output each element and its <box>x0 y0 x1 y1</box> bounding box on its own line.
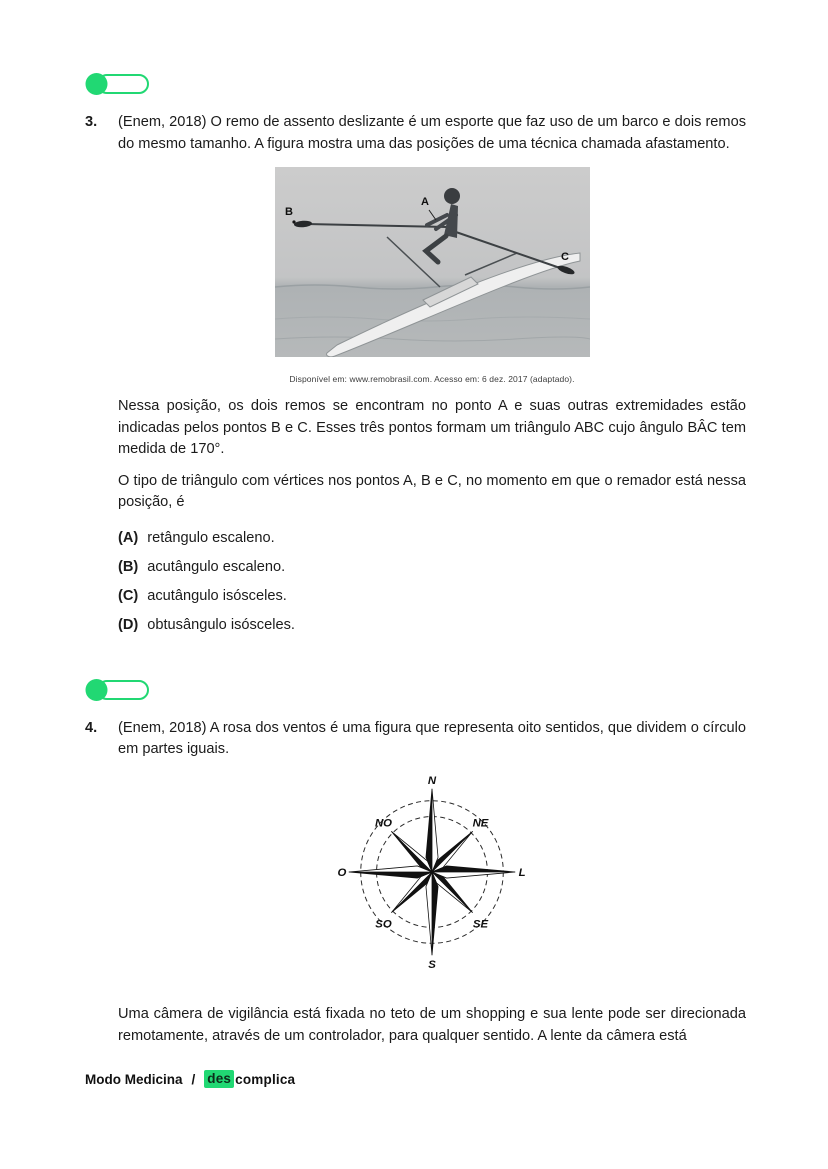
question-paragraph: Uma câmera de vigilância está fixada no teto de um shopping e sua lente pode ser direcionada remotamente, através de um controlador, para qualquer sentido. A lente da câmera está <box>118 1006 746 1044</box>
options-list <box>118 528 746 637</box>
logo-complica-text: complica <box>235 1071 296 1087</box>
option-letter: (C) <box>118 587 139 604</box>
footer-separator: / <box>191 1071 196 1087</box>
toggle-switch-icon <box>85 678 153 702</box>
figure-caption: Disponível em: www.remobrasil.com. Acesso em: 6 dez. 2017 (adaptado). <box>289 373 575 384</box>
option-letter: (B) <box>118 558 139 575</box>
compass-rose-image <box>332 773 532 971</box>
option-letter: (D) <box>118 616 139 633</box>
option-b <box>118 557 746 579</box>
compass-label-s: S <box>428 958 436 971</box>
compass-label-o: O <box>337 866 347 879</box>
question-number: 4. <box>85 719 98 736</box>
option-d <box>118 615 746 637</box>
question-3 <box>85 112 746 644</box>
question-number: 3. <box>85 114 98 130</box>
option-c <box>118 586 746 608</box>
rowing-boat-image <box>275 167 590 357</box>
question-statement: (Enem, 2018) O remo de assento deslizante é um esporte que faz uso de um barco e dois remos do mesmo tamanho. A figura mostra uma das posições de uma técnica chamada afastamento. <box>118 114 746 152</box>
logo-des-badge: des <box>204 1070 234 1088</box>
compass-label-no: NO <box>374 816 393 829</box>
option-letter: (A) <box>118 529 139 546</box>
question-paragraph: O tipo de triângulo com vértices nos pontos A, B e C, no momento em que o remador está nessa posição, é <box>118 472 746 510</box>
descomplica-logo <box>204 1070 295 1088</box>
page-footer <box>85 1070 295 1088</box>
point-label-a: A <box>420 196 429 208</box>
compass-label-ne: NE <box>472 816 489 829</box>
compass-label-l: L <box>518 866 526 879</box>
option-text: retângulo escaleno. <box>147 529 275 546</box>
footer-brand: Modo Medicina <box>85 1071 183 1087</box>
rower-figure <box>444 188 460 204</box>
compass-label-se: SE <box>472 917 489 930</box>
answer-toggle-q4[interactable] <box>85 678 746 702</box>
compass-label-n: N <box>427 774 437 787</box>
question-4 <box>85 718 746 1058</box>
rowing-figure <box>275 167 590 390</box>
option-text: obtusângulo isósceles. <box>147 616 295 633</box>
option-text: acutângulo escaleno. <box>147 558 286 575</box>
option-text: acutângulo isósceles. <box>147 587 287 604</box>
compass-label-so: SO <box>375 917 392 930</box>
toggle-switch-icon <box>85 72 153 96</box>
answer-toggle-q3[interactable] <box>85 72 746 96</box>
option-a <box>118 528 746 550</box>
question-paragraph: Nessa posição, os dois remos se encontram no ponto A e suas outras extremidades estão indicadas pelos pontos B e C. Esses três pontos formam um triângulo ABC cujo ângulo BÂC tem medida de 170°. <box>118 398 746 457</box>
point-label-c: C <box>560 251 569 263</box>
compass-figure <box>332 773 532 979</box>
point-label-b: B <box>284 206 293 218</box>
question-statement: (Enem, 2018) A rosa dos ventos é uma figura que representa oito sentidos, que dividem o círculo em partes iguais. <box>118 719 746 757</box>
